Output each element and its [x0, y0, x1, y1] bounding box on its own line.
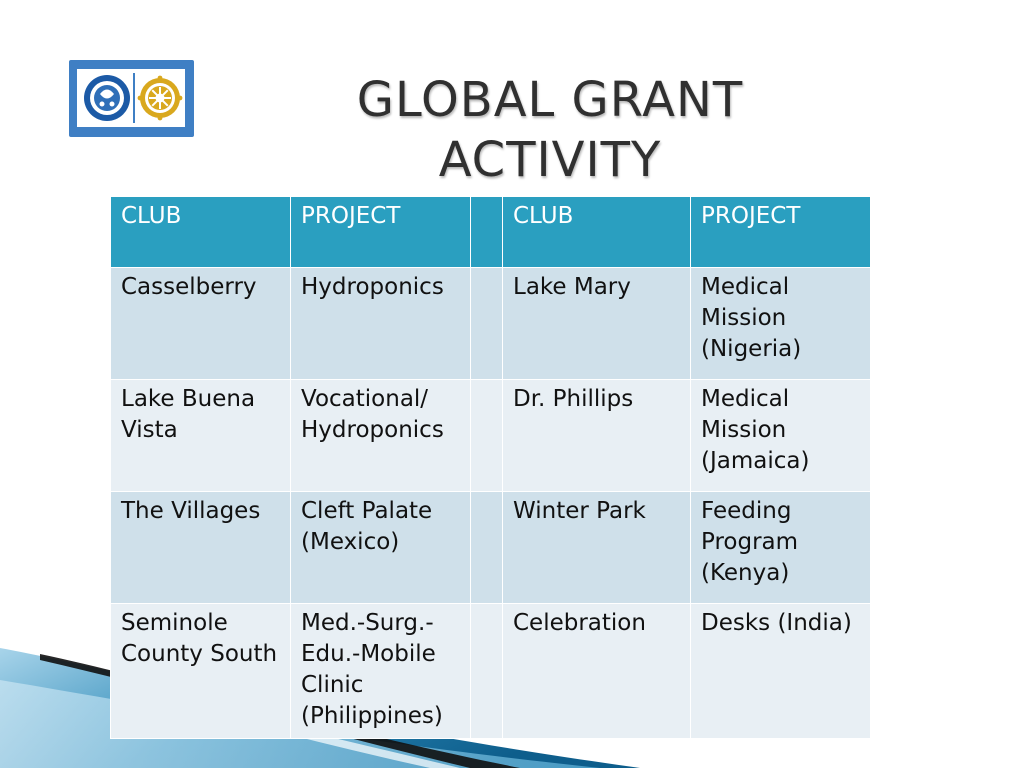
table-row: [111, 604, 871, 739]
title-line-2: ACTIVITY: [438, 132, 662, 188]
rotary-foundation-emblem-icon: [81, 73, 133, 123]
header-project-1: PROJECT: [291, 197, 471, 268]
cell-project: Vocational/ Hydroponics: [291, 380, 471, 492]
table-row: [111, 268, 871, 380]
header-club-1: CLUB: [111, 197, 291, 268]
cell-project: Med.-Surg.-Edu.-Mobile Clinic (Philippines): [291, 604, 471, 739]
table-header-row: [111, 197, 871, 268]
cell-spacer: [471, 492, 503, 604]
cell-spacer: [471, 380, 503, 492]
table-row: [111, 380, 871, 492]
cell-club: Lake Mary: [503, 268, 691, 380]
rotary-logo: [69, 60, 194, 137]
table-row: [111, 492, 871, 604]
header-project-2: PROJECT: [691, 197, 871, 268]
cell-project: Cleft Palate (Mexico): [291, 492, 471, 604]
cell-club: Seminole County South: [111, 604, 291, 739]
cell-project: Medical Mission (Nigeria): [691, 268, 871, 380]
header-club-2: CLUB: [503, 197, 691, 268]
slide-title: [300, 70, 800, 190]
header-spacer: [471, 197, 503, 268]
cell-project: Desks (India): [691, 604, 871, 739]
global-grant-table: [110, 196, 871, 739]
cell-club: Celebration: [503, 604, 691, 739]
cell-project: Hydroponics: [291, 268, 471, 380]
cell-club: Lake Buena Vista: [111, 380, 291, 492]
cell-club: Casselberry: [111, 268, 291, 380]
cell-project: Medical Mission (Jamaica): [691, 380, 871, 492]
cell-spacer: [471, 604, 503, 739]
cell-club: The Villages: [111, 492, 291, 604]
title-line-1: GLOBAL GRANT: [356, 72, 744, 128]
cell-club: Dr. Phillips: [503, 380, 691, 492]
cell-project: Feeding Program (Kenya): [691, 492, 871, 604]
cell-club: Winter Park: [503, 492, 691, 604]
cell-spacer: [471, 268, 503, 380]
